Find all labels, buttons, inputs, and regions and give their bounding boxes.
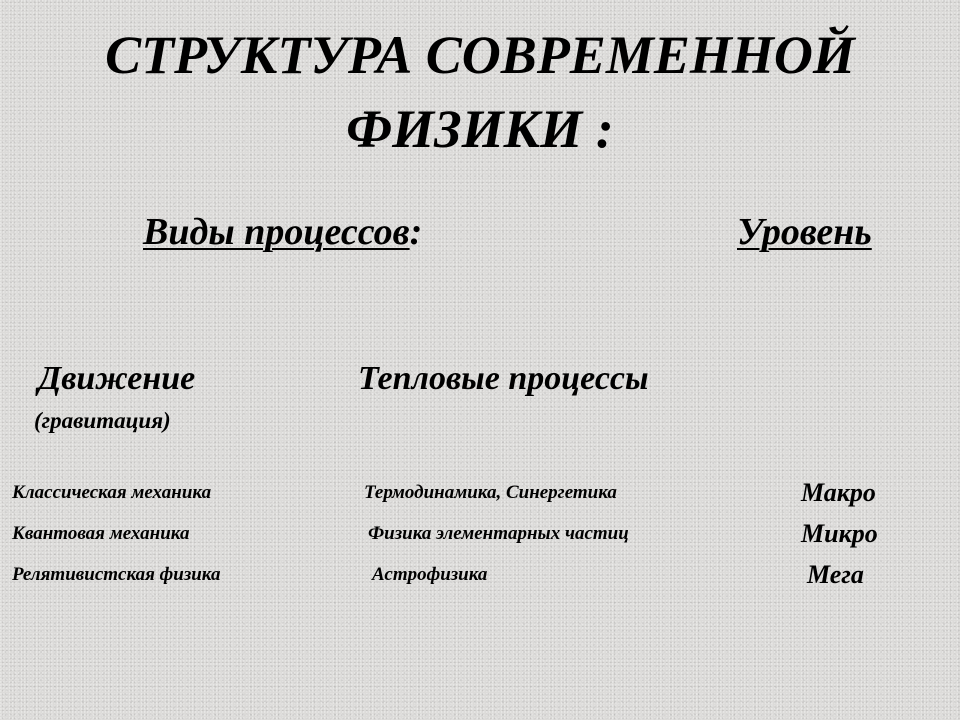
row-2-motion: Квантовая механика — [12, 523, 190, 544]
level-heading: Уровень — [737, 211, 872, 253]
thermal-category: Тепловые процессы — [358, 360, 649, 397]
processes-heading-colon: : — [409, 211, 423, 253]
row-3-thermal: Астрофизика — [372, 564, 488, 585]
motion-category: Движение — [38, 360, 196, 397]
row-3-level: Мега — [807, 560, 864, 589]
row-1-thermal: Термодинамика, Синергетика — [364, 482, 617, 503]
motion-category-note: (гравитация) — [34, 408, 171, 433]
slide-title-line-2: ФИЗИКИ : — [346, 99, 614, 159]
processes-heading-label: Виды процессов — [143, 211, 410, 253]
slide-title-line-1: СТРУКТУРА СОВРЕМЕННОЙ — [105, 25, 855, 85]
row-1-motion: Классическая механика — [12, 482, 212, 503]
processes-heading — [143, 210, 422, 254]
row-2-level: Микро — [801, 519, 878, 548]
row-1-level: Макро — [801, 478, 876, 507]
row-2-thermal: Физика элементарных частиц — [368, 523, 629, 544]
row-3-motion: Релятивистская физика — [12, 564, 221, 585]
